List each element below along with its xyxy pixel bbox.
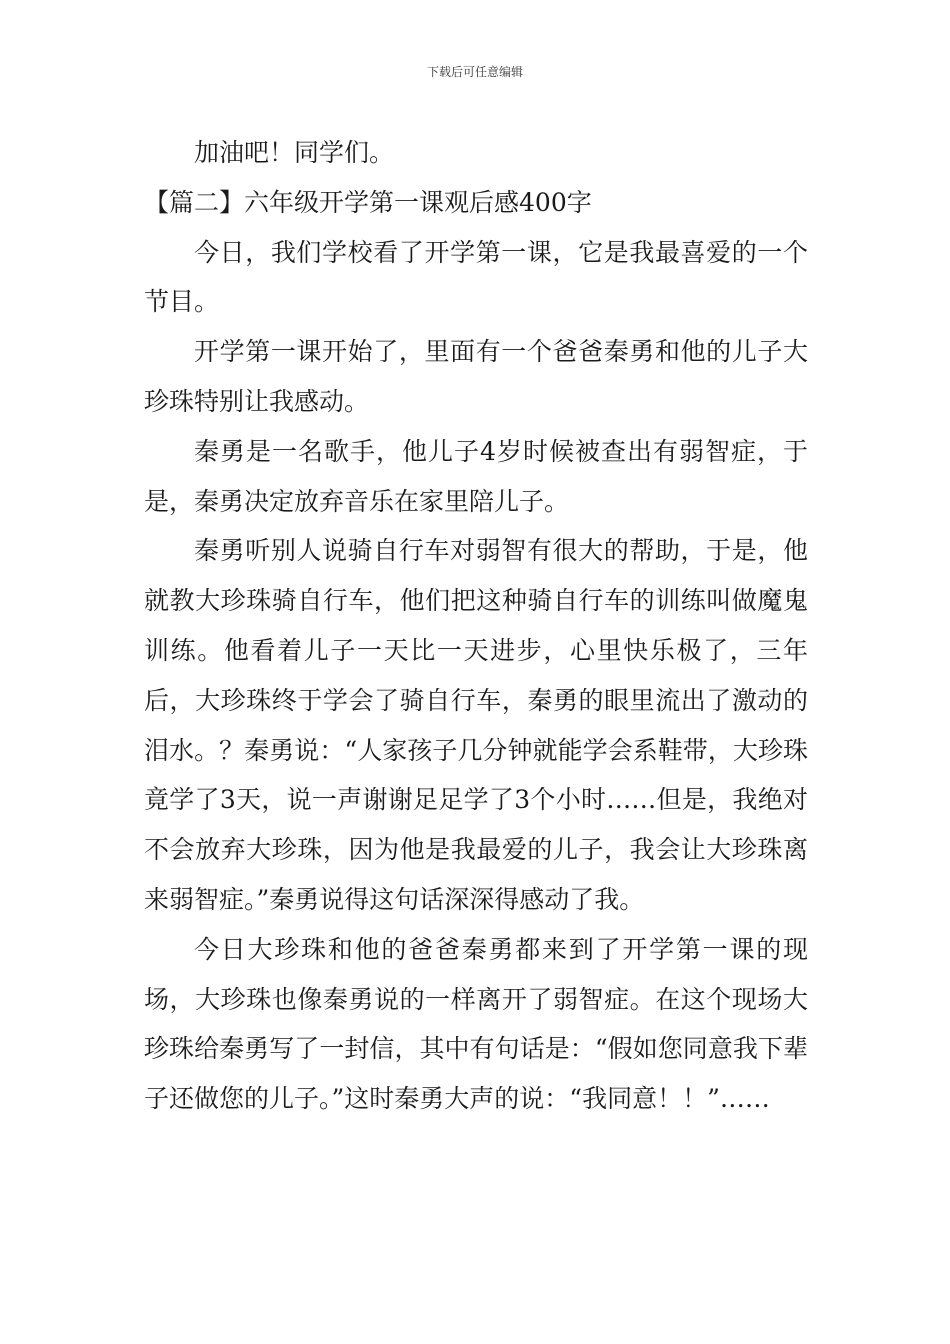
paragraph-5: 今日大珍珠和他的爸爸秦勇都来到了开学第一课的现场，大珍珠也像秦勇说的一样离开了弱智症。在这个现场大珍珠给秦勇写了一封信，其中有句话是：“假如您同意我下辈子还做您的儿子。”这时秦勇大声的说：“我同意！！”…… bbox=[144, 934, 808, 1114]
paragraph-2: 开学第一课开始了，里面有一个爸爸秦勇和他的儿子大珍珠特别让我感动。 bbox=[144, 337, 808, 416]
paragraph-3: 秦勇是一名歌手，他儿子4岁时候被查出有弱智症，于是，秦勇决定放弃音乐在家里陪儿子。 bbox=[144, 436, 808, 516]
document-body bbox=[144, 128, 808, 1124]
section-heading: 【篇二】六年级开学第一课观后感400字 bbox=[144, 187, 592, 217]
paragraph-closing: 加油吧！同学们。 bbox=[194, 138, 395, 167]
paragraph-1: 今日，我们学校看了开学第一课，它是我最喜爱的一个节目。 bbox=[144, 237, 808, 317]
page-header-note: 下载后可任意编辑 bbox=[426, 65, 523, 79]
paragraph-4: 秦勇听别人说骑自行车对弱智有很大的帮助，于是，他就教大珍珠骑自行车，他们把这种骑自行车的训练叫做魔鬼训练。他看着儿子一天比一天进步，心里快乐极了，三年后，大珍珠终于学会了骑自行车，秦勇的眼里流出了激动的泪水。？秦勇说：“人家孩子几分钟就能学会系鞋带，大珍珠竟学了3天，说一声谢谢足足学了3个小时……但是，我绝对不会放弃大珍珠，因为他是我最爱的儿子，我会让大珍珠离来弱智症。”秦勇说得这句话深深得感动了我。 bbox=[144, 536, 808, 914]
